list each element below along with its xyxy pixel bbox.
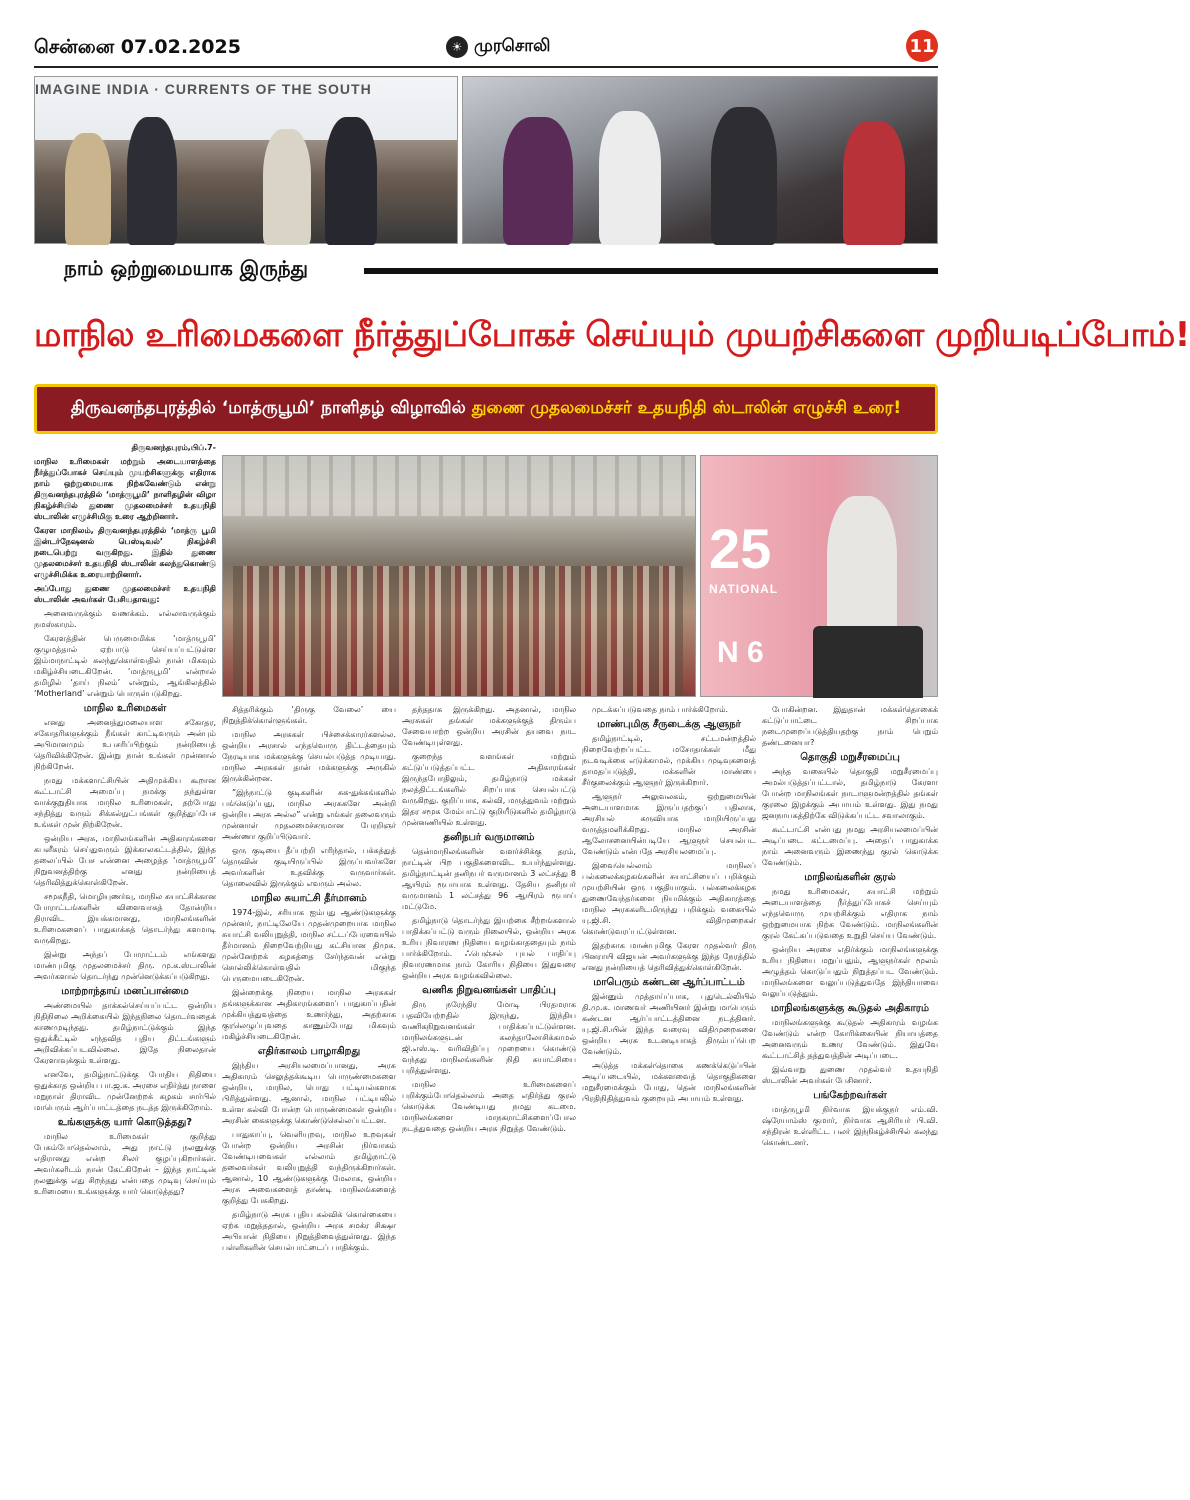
paragraph: மாத்ருபூமி நிர்வாக இயக்குநர் எம்.வி. ஷ்ரேயாம்ஸ் குமார், நிர்வாக ஆசிரியர் பி.வி. சந்திரன் உள்ளிட்ட பலர் இந்நிகழ்ச்சியில் கலந்து கொண்டனர்.	[762, 1105, 938, 1147]
paragraph: மாநில அரசுகள் பிச்சைக்காரர்களல்ல. ஒன்றிய அரசால் எந்தவொரு திட்டத்தையும் நேரடியாக மக்களுக்கு செயல்படுத்த முடியாது. மாநில அரசுகள் தான் மக்களுக்கு அருகில் இருக்கின்றன.	[222, 730, 396, 783]
paragraph: அண்மையில் தாக்கல்செய்யப்பட்ட ஒன்றிய நிதிநிலை அறிக்கையில் இந்தநிலை தொடர்வதைக் காணமுடிந்தது. தமிழ்நாட்டுக்கும் இந்த ஒதுக்கீட்டில் எந்தவித புதிய திட்டங்களும் அறிவிக்கப்படவில்லை. இதே நிலைதான் கேரளாவுக்கும் உள்ளது.	[34, 1001, 216, 1065]
paragraph: 1974-இல், சரியாக ஐம்பது ஆண்டுகளுக்கு முன்னர், நாட்டிலேயே முதன்முறையாக மாநில சுயாட்சி வலியுறுத்தி, மாநில சட்டப்பேரவையில் தீர்மானம் நிறைவேற்றியது கட்சியான திமுக. முன்னேற்றக் கழகத்தை சேர்ந்தவன் என்று சொல்லிக்கொள்வதில் மிகுந்த பெருமையடைகிறேன்.	[222, 908, 396, 983]
paper-logo-icon: ☀	[446, 36, 468, 58]
subheading: மாநிலங்களின் குரல்	[804, 872, 896, 883]
headline-kicker	[34, 256, 938, 284]
sub-headline-part1: திருவனந்தபுரத்தில் ‘மாத்ருபூமி’ நாளிதழ் விழாவில்	[70, 398, 466, 418]
paragraph: சமூகநீதி, மொழியுணர்வு, மாநில சுயாட்சிக்கான போராட்டங்களின் விளைவாகத் தோன்றிய திராவிட இயக்கமானது, மாநிலங்களின் உரிமைகளைப் பாதுகாக்கத் தொடர்ந்து களமாடி வருகிறது.	[34, 892, 216, 945]
paragraph: மாநில உரிமைகளைப் பறிக்கும்போதெல்லாம் அதை எதிர்த்து குரல் கொடுக்க வேண்டியது நமது கடமை. மாநிலங்களை மாநகராட்சிகளைப்போல நடத்துவதை ஒன்றிய அரசு நிறுத்த வேண்டும்.	[402, 1080, 576, 1133]
article-column-5	[762, 704, 938, 1482]
paragraph: இந்திய அரசியலமைப்பானது, அரசு அதிகாரம் செலுத்தக்கூடிய பொருண்மைகளை ஒன்றிய, மாநில, பொது பட்டியல்களாக பிரித்துள்ளது. ஆனால், மாநில பட்டியலில் உள்ள கல்வி போன்ற பொருண்மைகள் ஒன்றிய அரசின் கைகளுக்கு கொண்டுசெல்லப்பட்டன.	[222, 1061, 396, 1125]
paragraph: ஒன்றிய அரசை எதிர்க்கும் மாநிலங்களுக்கு உரிய நிதியை மறுப்பதும், ஆளுநர்கள் மூலம் அழுத்தம் கொடுப்பதும் நிறுத்தப்பட வேண்டும். மாநிலங்களை வலுப்படுத்துவதே இந்தியாவை வலுப்படுத்தும்.	[762, 945, 938, 998]
paragraph: முடக்கப்படுவதை நாம் பார்க்கிறோம்.	[592, 705, 729, 714]
paragraph: அப்போது துணை முதலமைச்சர் உதயநிதி ஸ்டாலின் அவர்கள் பேசியதாவது:	[34, 584, 216, 604]
sub-headline-banner	[34, 384, 938, 434]
subheading: மாநிலங்களுக்கு கூடுதல் அதிகாரம்	[770, 1003, 929, 1014]
backdrop-date: N 6	[717, 636, 764, 669]
award-ceremony-photo	[34, 76, 458, 244]
article-column-2	[222, 704, 396, 1482]
subheading: உங்களுக்கு யார் கொடுத்தது?	[57, 1117, 193, 1128]
paragraph: தமிழ்நாடு அரசு புதிய கல்விக் கொள்கையை ஏற்க மறுத்ததால், ஒன்றிய அரசு சமக்ர சிக்ஷா அபியான் நிதியை நிறுத்திவைத்துள்ளது. இந்த பள்ளிகளின் செயல்பாட்டைப் பாதிக்கும்.	[222, 1210, 396, 1252]
subheading: எதிர்காலம் பாழாகிறது	[257, 1046, 361, 1057]
article-column-1	[34, 442, 216, 1482]
audience-photo	[222, 455, 696, 697]
event-banner-text: IMAGINE INDIA · CURRENTS OF THE SOUTH	[35, 81, 372, 97]
backdrop-word: NATIONAL	[709, 582, 779, 596]
paragraph: எனவே, தமிழ்நாட்டுக்கு போதிய நிதியை ஒதுக்காத ஒன்றிய பா.ஜ.க. அரசை எதிர்த்து நாளை மறுநாள் திராவிட முன்னேற்றக் கழகம் சார்பில் மாபெரும் ஆர்ப்பாட்டத்தை நடத்த இருக்கிறோம்.	[34, 1070, 216, 1112]
paragraph: நமது உரிமைகள், சுயாட்சி மற்றும் அடையாளத்தை நீர்த்துப்போகச் செய்யும் எந்தவொரு முயற்சிக்கும் எதிராக நாம் ஒற்றுமையாக நிற்க வேண்டும். மாநிலங்களின் குரல் கேட்கப்படுவதை உறுதி செய்ய வேண்டும்.	[762, 887, 938, 940]
issue-date: சென்னை 07.02.2025	[34, 36, 241, 58]
subheading: மாநில உரிமைகள்	[83, 703, 167, 714]
paragraph: குறைந்த வளங்கள் மற்றும் கட்டுப்படுத்தப்பட்ட அதிகாரங்கள் இருந்தபோதிலும், தமிழ்நாடு மக்கள் நலத்திட்டங்களில் சிறப்பாக செயல்பட்டு வருகிறது. குறிப்பாக, கல்வி, மருத்துவம் மற்றும் இதர சமூக மேம்பாட்டு குறியீடுகளில் தமிழ்நாடு முன்னணியில் உள்ளது.	[402, 752, 576, 827]
paragraph: அடுத்த மக்கள்தொகை கணக்கெடுப்பின் அடிப்படையில், மக்களவைத் தொகுதிகளை மறுசீரமைக்கும் போது, தென் மாநிலங்களின் பிரதிநிதித்துவம் குறையும் அபாயம் உள்ளது.	[582, 1061, 756, 1103]
paragraph: போகின்றன. இதுதான் மக்கள்தொகைக் கட்டுப்பாட்டை சிறப்பாக நடைமுறைப்படுத்தியதற்கு நாம் பெறும் தண்டனையா?	[762, 705, 938, 747]
paragraph: மாநிலங்களுக்கு கூடுதல் அதிகாரம் வழங்க வேண்டும் என்ற கோரிக்கையின் நியாயத்தை அனைவரும் உணர வேண்டும். இதுவே கூட்டாட்சித் தத்துவத்தின் அடிப்படை.	[762, 1018, 938, 1060]
paragraph: கேரளத்தின் பெருமைமிக்க ‘மாத்ருபூமி’ குழுமத்தால் ஏற்பாடு செய்யப்பட்டுள்ள இம்மாநாட்டில் கலந்துகொள்வதில் நான் மிகவும் மகிழ்ச்சியடைகிறேன். ‘மாத்ருபூமி’ என்றால் தமிழில் ‘தாய் நிலம்’ என்றும், ஆங்கிலத்தில் ‘Motherland’ என்றும் பொருள்படுகிறது.	[34, 634, 216, 698]
paragraph: மாநில உரிமைகள் குறித்து பேசும்போதெல்லாம், அது நாட்டு நலனுக்கு எதிரானது என்ற சிலர் குழப்புகிறார்கள். அவர்களிடம் நான் கேட்கிறேன் – இந்த நாட்டின் நலனுக்கு எது சிறந்தது என்பதை முடிவு செய்யும் உரிமையை உங்களுக்கு யார் கொடுத்தது?	[34, 1132, 216, 1196]
paragraph: இவையெல்லாம் மாநிலப் பல்கலைக்கழகங்களின் சுயாட்சியைப் பறிக்கும் முயற்சியின் ஒரு பகுதியாகும். பல்கலைக்கழக துணைவேந்தர்களை நியமிக்கும் அதிகாரத்தை மாநில அரசுகளிடமிருந்து பறிக்கும் வகையில் யு.ஜி.சி. விதிமுறைகள் கொண்டுவரப்பட்டுள்ளன.	[582, 861, 756, 936]
subheading: வணிக நிறுவனங்கள் பாதிப்பு	[422, 985, 556, 996]
paragraph: கூட்டாட்சி என்பது நமது அரசியலமைப்பின் அடிப்படை கட்டமைப்பு. அதைப் பாதுகாக்க நாம் அனைவரும் இணைந்து குரல் கொடுக்க வேண்டும்.	[762, 825, 938, 867]
subheading: தனிநபர் வருமானம்	[443, 832, 535, 843]
subheading: மாண்புமிகு சீருடைக்கு ஆளுநர்	[597, 719, 741, 730]
paper-name: முரசொலி	[474, 36, 551, 56]
backdrop-number: 25	[709, 517, 772, 580]
paragraph: இவ்வாறு துணை முதல்வர் உதயநிதி ஸ்டாலின் அவர்கள் பேசினார்.	[762, 1065, 938, 1085]
paragraph: நமது மக்களாட்சியின் அதிமுக்கிய கூறான கூட்டாட்சி அமைப்பு நமக்கு தந்துள்ள வாக்குறுதியாக மாநில உரிமைகள், தற்போது சந்தித்து வரும் சிக்கல்நுட்பங்கள் குறித்துப்பேச உங்கள் முன் நிற்கிறேன்.	[34, 776, 216, 829]
paragraph: திரு நரேந்திர மோடி பிரதமராக பதவியேற்றதில் இருந்து, இந்திய வணிகநிறுவனங்கள் பாதிக்கப்பட்டுள்ளன. மாநிலங்களுடன் கலந்தாலோசிக்காமல் ஜி.எஸ்.டி. வரிவிதிப்பு முறையை கொண்டு வந்தது மாநிலங்களின் நிதி சுயாட்சியை பறித்துள்ளது.	[402, 1000, 576, 1075]
paragraph: தென்மாநிலங்களின் வளர்ச்சிக்கு தரம், நாட்டின் பிற பகுதிகளைவிட உயர்ந்துள்ளது. தமிழ்நாட்டின் தனிநபர் வருமானம் 3 லட்சத்து 8 ஆயிரம் ரூபாயாக உள்ளது. தேசிய தனிநபர் வருமானம் 1 லட்சத்து 96 ஆயிரம் ரூபாய் மட்டுமே.	[402, 847, 576, 911]
paragraph: ஒன்றிய அரசு, மாநிலங்களின் அதிகாரங்களை கபளீகரம் செய்துவரும் இக்காலகட்டத்தில், இந்த தலைப்பில் பேச என்னை அழைத்த ‘மாத்ருபூமி’ நிறுவனத்திற்கு எனது நன்றியைத் தெரிவித்துக்கொள்கிறேன்.	[34, 834, 216, 887]
article-column-3	[402, 704, 576, 1482]
subheading: மாற்றாந்தாய் மனப்பான்மை	[61, 986, 189, 997]
paper-brand	[446, 36, 551, 58]
paragraph: அந்த வகையில் தொகுதி மறுசீரமைப்பு அமல்படுத்தப்பட்டால், தமிழ்நாடு கேரளா போன்ற மாநிலங்கள் நாடாளுமன்றத்தில் தங்கள் குரலை இழக்கும் அபாயம் உள்ளது. இது நமது ஜனநாயகத்திற்கே விடுக்கப்பட்ட சவாலாகும்.	[762, 767, 938, 820]
paragraph: தமிழ்நாட்டில், சட்டமன்றத்தில் நிறைவேற்றப்பட்ட மசோதாக்கள் மீது நடவடிக்கை எடுக்காமல், முக்கிய முடிவுகளைத் தாமதப்படுத்தி, மக்களின் மாண்பை சீர்குலைக்கும் ஆளுநர் இருக்கிறார்.	[582, 734, 756, 787]
sub-headline-part2: துணை முதலமைச்சர் உதயநிதி ஸ்டாலின் எழுச்சி உரை!	[471, 398, 902, 418]
article-dateline: திருவனந்தபுரம்,பிப்.7-	[131, 443, 216, 452]
subheading: மாநில சுயாட்சி தீர்மானம்	[251, 893, 367, 904]
paragraph: ஆளுநர் அலுவலகம், ஒற்றுமையின் அடையாளமாக இருப்பதற்குப் பதிலாக, அரசியல் கருவியாக மாறியிருப்பது வருத்தமளிக்கிறது. மாநில அரசின் ஆலோசனையின்படியே ஆளுநர் செயல்பட வேண்டும் என்பதே அரசியலமைப்பு.	[582, 792, 756, 856]
article-column-4	[582, 704, 756, 1482]
subheading: பங்கேற்றவர்கள்	[813, 1090, 887, 1101]
paragraph: அனைவருக்கும் வணக்கம். எல்லாவருக்கும் நமஸ்காரம்.	[34, 609, 216, 629]
paragraph: பாதுகாப்பு, வெளியுறவு, மாநில உறவுகள் போன்ற ஒன்றிய அரசின் நிர்வாகம் வேண்டியவைகள் எல்லாம் தமிழ்நாட்டு தலைவர்கள் வலியுறுத்தி வந்திருக்கிறார்கள். ஆனால், 10 ஆண்டுகளுக்கு மேலாக, ஒன்றிய அரசு அவைகளைத் தாண்டி மாநிலங்களைத் குறித்து பேசுகிறது.	[222, 1130, 396, 1205]
paragraph: இன்று அந்தப் போராட்டம் எங்களது மாண்புமிகு முதலமைச்சர் திரு. மு.க.ஸ்டாலின் அவர்களால் தொடர்ந்து முன்னெடுக்கப்படுகிறது.	[34, 950, 216, 981]
paragraph: “இந்நாட்டு குடிகளின் சுக-துக்கங்களில் பங்கெடுப்பது, மாநில அரசுகளே அன்றி ஒன்றிய அரசு அல்ல” என்று எங்கள் தலைவரும் முன்னாள் முதலமைச்சருமான பேரறிஞர் அண்ணா குறிப்பிடுவார்.	[222, 788, 396, 841]
masthead	[34, 30, 938, 70]
paragraph: எனது அனைத்துமலையாள சகோதர, சகோதரிகளுக்கும் நீங்கள் காட்டிவரும் அன்பும் அபிமானமும் உபசரிப்பிற்கும் நன்றியைத் தெரிவிக்கிறேன். இன்று நான் உங்கள் முன்னால் நிற்கிறேன்.	[34, 718, 216, 771]
subheading: மாபெரும் கண்டன ஆர்ப்பாட்டம்	[593, 977, 745, 988]
paragraph: இன்னும் முத்தாய்ப்பாக, புதுடெல்லியில் தி.மு.க. மாணவர் அணியினர் இன்று மாபெரும் கண்டன ஆர்ப்பாட்டத்தினை நடத்தினர். யு.ஜி.சி.யின் இந்த வரைவு விதிமுறைகளை ஒன்றிய அரசு உடனடியாகத் திரும்பப்பெற வேண்டும்.	[582, 992, 756, 1056]
subheading: தொகுதி மறுசீரமைப்பு	[800, 752, 900, 763]
paragraph: தமிழ்நாடு தொடர்ந்து இயற்கை சீற்றங்களால் பாதிக்கப்பட்டு வரும் நிலையில், ஒன்றிய அரசு உரிய நிவாரண நிதியை வழங்காததையும் நாம் பார்க்கிறோம். ஃபெஞ்சல் புயல் பாதிப்பு நிவாரணமாக நாம் கோரிய நிதியை இதுவரை ஒன்றிய அரசு வழங்கவில்லை.	[402, 916, 576, 980]
paragraph: சித்தரிக்கும் ‘திருகு வேலை’ யை நிறுத்திக்கொள்ளுங்கள்.	[222, 705, 396, 725]
article-lead: மாநில உரிமைகள் மற்றும் அடையாளத்தை நீர்த்துப்போகச் செய்யும் முயற்சிகளுக்கு எதிராக நாம் ஒற்றுமையாக நிற்கவேண்டும் என்று திருவனந்தபுரத்தில் ‘மாத்ருபூமி’ நாளிதழின் விழா நிகழ்ச்சியில் துணை முதலமைச்சர் உதயநிதி ஸ்டாலின் எழுச்சிமிகு உரை ஆற்றினார்.	[34, 457, 216, 521]
paragraph: ஒரு குடியை தீப்பற்றி எரிந்தால், பக்கத்துத் தெருவின் குடியிருப்பில் இருப்பவர்களே அவர்களின் உதவிக்கு வருவார்கள். தொலைவில் இருக்கும் எவரும் அல்ல.	[222, 846, 396, 888]
speaker-photo	[700, 455, 938, 697]
paragraph: இன்றைக்கு நிறைய மாநில அரசுகள் தங்களுக்கான அதிகாரங்களைப் பாதுகாப்பதின் முக்கியத்துவத்தை உணர்ந்து, அதற்காக குரலெழுப்புவதை காணும்போது மிகவும் மகிழ்ச்சியடைகிறேன்.	[222, 988, 396, 1041]
paragraph: கேரள மாநிலம், திருவனந்தபுரத்தில் ‘மாத்ரு பூமி இன்டர்நேஷனல் பெஸ்டிவல்’ நிகழ்ச்சி நடைபெற்று வருகிறது. இதில் துணை முதலமைச்சர் உதயநிதி ஸ்டாலின் கலந்துகொண்டு எழுச்சிமிக்க உரையாற்றினார்.	[34, 526, 216, 579]
main-headline: மாநில உரிமைகளை நீர்த்துப்போகச் செய்யும் முயற்சிகளை முறியடிப்போம்!	[34, 315, 1190, 355]
kicker-text: நாம் ஒற்றுமையாக இருந்து	[64, 256, 308, 280]
selfie-crowd-photo	[462, 76, 938, 244]
kicker-rule	[364, 268, 938, 274]
page-number-badge: 11	[906, 30, 938, 62]
paragraph: இதற்காக மாண்புமிகு கேரள முதல்வர் திரு பினராயி விஜயன் அவர்களுக்கு இந்த நேரத்தில் எனது நன்றியைத் தெரிவித்துக்கொள்கிறேன்.	[582, 941, 756, 972]
paragraph: தந்ததாக இருக்கிறது. அதனால், மாநில அரசுகள் தங்கள் மக்களுக்குத் திரும்ப சேவையாற்ற ஒன்றிய அரசின் தயவை நாட வேண்டியுள்ளது.	[402, 705, 576, 747]
masthead-divider	[34, 66, 938, 68]
